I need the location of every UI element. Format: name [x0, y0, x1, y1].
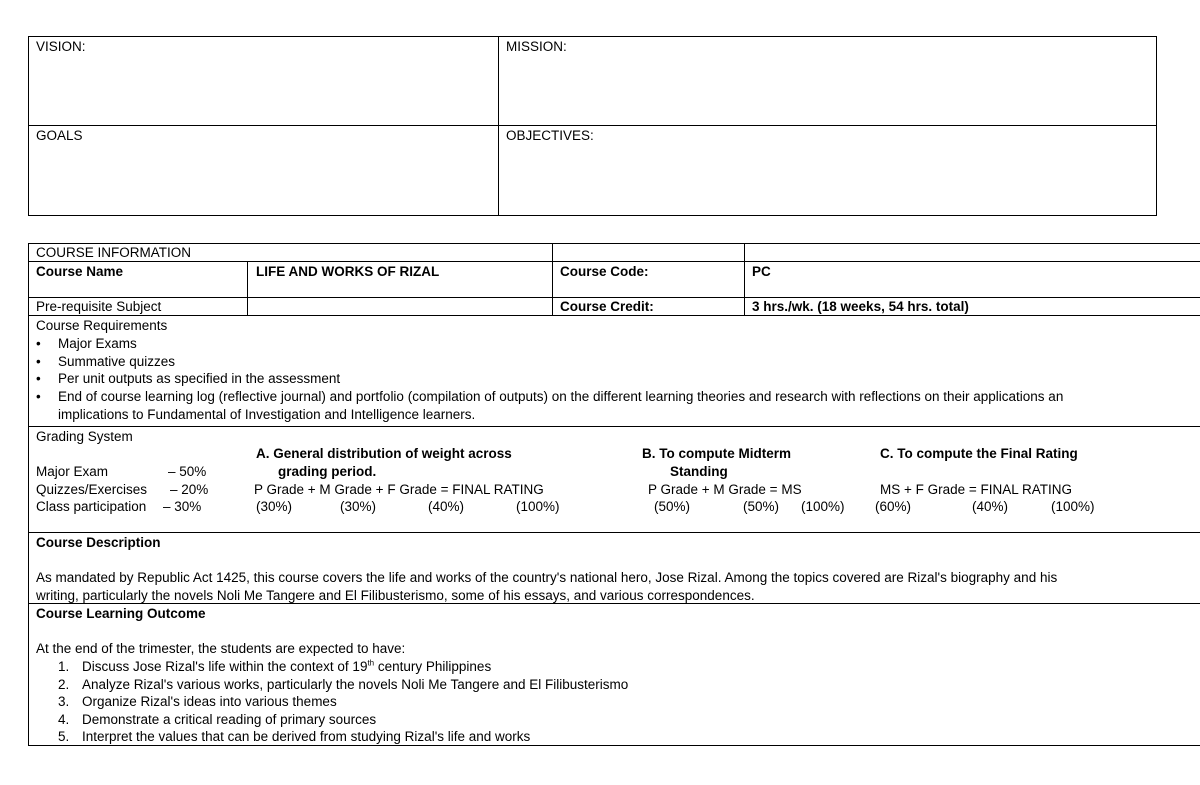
- section-b-pct: (50%): [654, 499, 691, 514]
- list-item: • End of course learning log (reflective journal) and portfolio (compilation of outputs) on the different learning theories and research with reflections on their applications an: [58, 389, 1063, 405]
- row-line: [28, 315, 1200, 316]
- section-b-formula: P Grade + M Grade = MS: [648, 482, 802, 497]
- list-item: Demonstrate a critical reading of primary sources: [82, 712, 377, 727]
- weight-label: Class participation: [36, 499, 147, 514]
- list-item: [82, 659, 491, 675]
- prereq-label: Pre-requisite Subject: [36, 299, 162, 314]
- list-item: • Summative quizzes: [58, 354, 175, 370]
- outcome-text: Discuss Jose Rizal's life within the context of 19: [82, 659, 368, 674]
- section-b-heading-cont: Standing: [670, 464, 728, 479]
- section-a-pct: (40%): [428, 499, 465, 514]
- row-line: [28, 426, 1200, 427]
- row-line: [28, 297, 1200, 298]
- section-c-heading: C. To compute the Final Rating: [880, 446, 1078, 461]
- weight-value: – 20%: [170, 482, 209, 497]
- vision-label: VISION:: [36, 39, 86, 54]
- grading-title: Grading System: [36, 429, 133, 444]
- course-information-heading: COURSE INFORMATION: [36, 245, 191, 260]
- section-b-pct: (50%): [743, 499, 780, 514]
- column-divider: [498, 36, 499, 216]
- list-item-number: 1.: [58, 659, 70, 674]
- course-name-label: Course Name: [36, 264, 124, 279]
- outcome-text-after: century Philippines: [374, 659, 492, 674]
- mission-label: MISSION:: [506, 39, 567, 54]
- section-c-pct: (40%): [972, 499, 1009, 514]
- goals-label: GOALS: [36, 128, 83, 143]
- list-item-number: 2.: [58, 677, 70, 692]
- outcomes-title: Course Learning Outcome: [36, 606, 206, 621]
- outcomes-intro: At the end of the trimester, the students are expected to have:: [36, 641, 406, 656]
- col-line: [552, 243, 553, 315]
- row-line: [28, 261, 1200, 262]
- description-line: writing, particularly the novels Noli Me Tangere and El Filibusterismo, some of his essays, and various correspondences.: [36, 588, 755, 603]
- weight-value: – 50%: [168, 464, 207, 479]
- table-left-border: [28, 243, 29, 746]
- list-item-number: 4.: [58, 712, 70, 727]
- description-title: Course Description: [36, 535, 161, 550]
- list-item-number: 3.: [58, 694, 70, 709]
- row-line: [28, 532, 1200, 533]
- table-top-border: [28, 243, 1200, 244]
- section-a-pct: (100%): [516, 499, 560, 514]
- row-divider: [28, 125, 1157, 126]
- section-a-heading: A. General distribution of weight across: [256, 446, 512, 461]
- weight-value: – 30%: [163, 499, 202, 514]
- list-item-continuation: implications to Fundamental of Investigation and Intelligence learners.: [58, 407, 476, 422]
- list-item: Organize Rizal's ideas into various themes: [82, 694, 337, 709]
- section-b-heading: B. To compute Midterm: [642, 446, 792, 461]
- section-a-formula: P Grade + M Grade + F Grade = FINAL RATING: [254, 482, 544, 497]
- section-c-pct: (100%): [1051, 499, 1095, 514]
- vision-mission-border: [28, 36, 1157, 216]
- section-a-heading-cont: grading period.: [278, 464, 377, 479]
- section-b-pct: (100%): [801, 499, 845, 514]
- col-line: [744, 243, 745, 315]
- list-item-number: 5.: [58, 729, 70, 744]
- course-credit-value: 3 hrs./wk. (18 weeks, 54 hrs. total): [752, 299, 969, 314]
- course-code-label: Course Code:: [560, 264, 649, 279]
- requirements-title: Course Requirements: [36, 318, 168, 333]
- col-line: [247, 261, 248, 315]
- course-name-value: LIFE AND WORKS OF RIZAL: [256, 264, 440, 279]
- weight-label: Quizzes/Exercises: [36, 482, 148, 497]
- outcome-superscript: th: [367, 658, 375, 668]
- weight-label: Major Exam: [36, 464, 109, 479]
- section-a-pct: (30%): [256, 499, 293, 514]
- list-item: Analyze Rizal's various works, particularly the novels Noli Me Tangere and El Filibusterismo: [82, 677, 629, 692]
- section-c-pct: (60%): [875, 499, 912, 514]
- table-bottom-border: [28, 745, 1200, 746]
- list-item: • Per unit outputs as specified in the assessment: [58, 371, 340, 387]
- course-credit-label: Course Credit:: [560, 299, 654, 314]
- section-a-pct: (30%): [340, 499, 377, 514]
- list-item: • Major Exams: [58, 336, 137, 352]
- objectives-label: OBJECTIVES:: [506, 128, 594, 143]
- section-c-formula: MS + F Grade = FINAL RATING: [880, 482, 1073, 497]
- description-line: As mandated by Republic Act 1425, this course covers the life and works of the country's national hero, Jose Rizal. Among the topics covered are Rizal's biography and his: [36, 570, 1058, 585]
- list-item: Interpret the values that can be derived from studying Rizal's life and works: [82, 729, 531, 744]
- course-code-value: PC: [752, 264, 771, 279]
